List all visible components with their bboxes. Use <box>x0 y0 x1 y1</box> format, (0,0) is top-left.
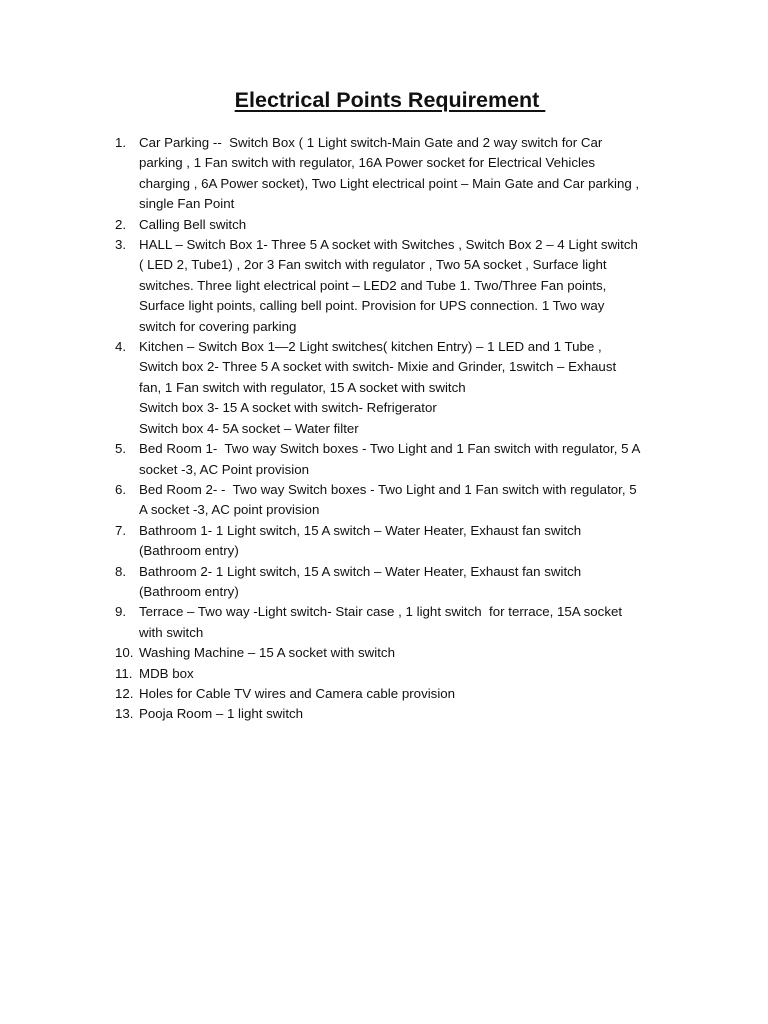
list-item <box>115 521 675 562</box>
list-item-line: Switch box 4- 5A socket – Water filter <box>139 420 359 436</box>
list-item-line: Terrace – Two way -Light switch- Stair case , 1 light switch for terrace, 15A socket <box>139 604 623 620</box>
list-item-text <box>139 235 675 337</box>
list-item <box>115 684 675 704</box>
list-item-line: Bathroom 2- 1 Light switch, 15 A switch – Water Heater, Exhaust fan switch <box>139 563 582 579</box>
list-item <box>115 562 675 603</box>
list-item <box>115 704 675 724</box>
list-item-text <box>139 439 675 480</box>
list-item-line: Washing Machine – 15 A socket with switch <box>139 645 395 661</box>
list-item <box>115 133 675 215</box>
list-item <box>115 337 675 439</box>
list-item-line: Holes for Cable TV wires and Camera cable provision <box>139 685 456 701</box>
list-item-line: Calling Bell switch <box>139 216 247 232</box>
requirements-list <box>115 133 675 725</box>
list-item-line: Bed Room 1- Two way Switch boxes - Two Light and 1 Fan switch with regulator, 5 A <box>139 441 641 457</box>
list-item <box>115 235 675 337</box>
list-item-text <box>139 133 675 215</box>
list-item-line: Switch box 2- Three 5 A socket with switch- Mixie and Grinder, 1switch – Exhaust <box>139 359 617 375</box>
list-item <box>115 643 675 663</box>
list-item-line: socket -3, AC Point provision <box>139 461 309 477</box>
list-item-text <box>139 562 675 603</box>
list-item-text <box>139 602 675 643</box>
list-item-text <box>139 684 675 704</box>
list-item-text <box>139 521 675 562</box>
list-item-line: MDB box <box>139 665 194 681</box>
list-item-text <box>139 480 675 521</box>
list-item <box>115 480 675 521</box>
list-item <box>115 439 675 480</box>
list-item-number: 5. <box>115 441 127 457</box>
document-title: Electrical Points Requirement <box>234 88 546 112</box>
list-item-number: 2. <box>115 216 127 232</box>
list-item-number: 8. <box>115 563 127 579</box>
list-item-text <box>139 215 675 235</box>
list-item-line: HALL – Switch Box 1- Three 5 A socket with Switches , Switch Box 2 – 4 Light switch <box>139 237 638 253</box>
list-item-number: 4. <box>115 339 127 355</box>
list-item-line: fan, 1 Fan switch with regulator, 15 A socket with switch <box>139 379 466 395</box>
list-item-line: Bed Room 2- - Two way Switch boxes - Two Light and 1 Fan switch with regulator, 5 <box>139 481 637 497</box>
list-item-number: 10. <box>115 645 134 661</box>
list-item-number: 3. <box>115 237 127 253</box>
list-item-line: A socket -3, AC point provision <box>139 502 320 518</box>
list-item-line: (Bathroom entry) <box>139 543 239 559</box>
list-item-number: 13. <box>115 706 134 722</box>
list-item <box>115 664 675 684</box>
list-item-line: Surface light points, calling bell point. Provision for UPS connection. 1 Two way <box>139 298 605 314</box>
list-item-line: Bathroom 1- 1 Light switch, 15 A switch – Water Heater, Exhaust fan switch <box>139 522 582 538</box>
list-item-text <box>139 664 675 684</box>
list-item-line: single Fan Point <box>139 196 235 212</box>
list-item-line: Switch box 3- 15 A socket with switch- Refrigerator <box>139 400 437 416</box>
list-item <box>115 602 675 643</box>
list-item-line: (Bathroom entry) <box>139 583 239 599</box>
list-item-line: Pooja Room – 1 light switch <box>139 706 304 722</box>
list-item-line: charging , 6A Power socket), Two Light electrical point – Main Gate and Car parking , <box>139 175 640 191</box>
list-item-line: Car Parking -- Switch Box ( 1 Light switch-Main Gate and 2 way switch for Car <box>139 135 603 150</box>
list-item-number: 6. <box>115 481 127 497</box>
list-item-number: 7. <box>115 522 127 538</box>
list-item-number: 11. <box>115 665 133 681</box>
list-item-line: switch for covering parking <box>139 318 297 334</box>
list-item-number: 1. <box>115 135 127 150</box>
list-item-number: 9. <box>115 604 127 620</box>
list-item-text <box>139 643 675 663</box>
list-item <box>115 215 675 235</box>
list-item-text <box>139 337 675 439</box>
list-item-text <box>139 704 675 724</box>
list-item-line: with switch <box>139 624 204 640</box>
list-item-line: parking , 1 Fan switch with regulator, 16A Power socket for Electrical Vehicles <box>139 155 596 171</box>
list-item-line: Kitchen – Switch Box 1—2 Light switches( kitchen Entry) – 1 LED and 1 Tube , <box>139 339 602 355</box>
list-item-line: ( LED 2, Tube1) , 2or 3 Fan switch with regulator , Two 5A socket , Surface light <box>139 257 607 273</box>
list-item-number: 12. <box>115 685 134 701</box>
list-item-line: switches. Three light electrical point – LED2 and Tube 1. Two/Three Fan points, <box>139 277 607 293</box>
